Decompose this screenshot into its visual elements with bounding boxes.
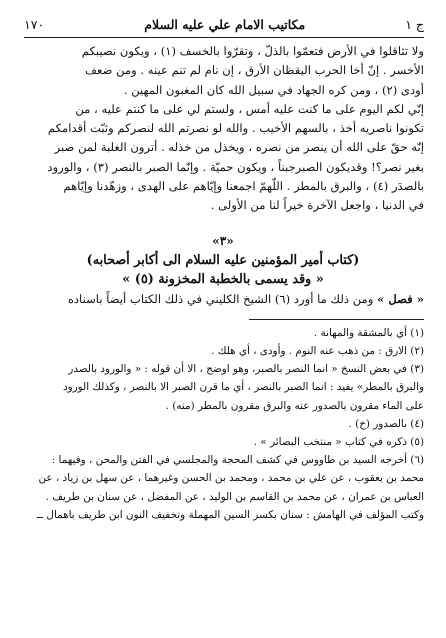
footnotes <box>22 324 424 524</box>
footnote-line: العباس بن عمران ، عن محمد بن القاسم بن الوليد ، عن المفضل ، عن سنان بن طريف . <box>45 490 424 503</box>
text-line: تكونوا ناصريه أخذ ، بالسهم الأخيب . والله لو نصرتم الله لنصركم وثبّت أقدامكم <box>47 121 424 136</box>
footnote-line: على الماء مقرون بالصدور عنه والبرق مقرون بالمطر (منه) . <box>165 399 424 412</box>
main-text <box>22 42 424 524</box>
footnote-line: والبرق بالمطر» يفيد : انما الصبر بالنصر ، أي ما قرن الصبر الا بالنصر ، وكذلك الورود <box>63 381 424 394</box>
footnote-divider <box>249 319 424 320</box>
text-line: الأخسر . إنّ أخا الحرب اليقظان الأرق ، إن نام لم تنم عينه . ومن ضعف <box>84 63 424 78</box>
text-line: بالصدَر (٤) ، والبرق بالمطر . اللّهمّ اجمعنا وإيّاهم على الهدى ، وزهّدنا وإيّاهم <box>63 179 424 194</box>
section-heading-block <box>22 232 424 290</box>
book-title: مكاتيب الامام علي عليه السلام <box>144 16 306 32</box>
text-line: إنّه حقّ على الله أن ينصر من نصره ، ويخذل من خذله . أترون الغلبة لمن صبر <box>54 140 424 155</box>
volume-label: ج ١ <box>405 16 424 32</box>
footnote-line: (٦) أخرجه السيد بن طاووس في كشف المحجة والمجلسي في الفتن والمحن ، وفيهما : <box>51 454 424 467</box>
footnote-line: (١) أي بالمشقة والمهانة . <box>313 326 424 339</box>
fasl-line <box>22 290 424 309</box>
section-heading: (كتاب أمير المؤمنين عليه السلام الى أكابر أصحابه) <box>86 252 360 268</box>
text-line: في الدنيا ، واجعل الآخرة خيراً لنا من الأولى . <box>210 198 424 213</box>
section-number: «٣» <box>212 233 234 248</box>
footnote-line: محمد بن يعقوب ، عن علي بن محمد ، ومحمد بن الحسن وغيرهما ، عن سهل بن زياد ، عن <box>38 472 424 485</box>
footnote-line: (٢) الارق : من ذهب عنه النوم . وأودى ، أي هلك . <box>211 345 424 358</box>
text-line: بغير نصر؟! وقديكون الصبرجبناً ، ويكون حميّة . وإنّما الصبر بالنصر (٣) ، والورود <box>47 159 424 174</box>
footnote-line: (٥) ذكره في كتاب « منتخب البصائر » . <box>253 436 424 449</box>
section-subheading: « وقد يسمى بالخطبة المخزونة (٥) » <box>122 272 324 288</box>
page-header <box>24 14 424 38</box>
footnote-line: وكتب المؤلف في الهامش : سنان بكسر السين المهملة وتخفيف النون ابن طريف باهمال ــ <box>37 508 424 521</box>
text-line: أودى (٢) ، ومن كره الجهاد في سبيل الله كان المغبون المهين . <box>123 82 424 97</box>
footnote-line: (٣) في بعض النسخ « انما النصر بالصبر، وهو اوضح ، الا أن قوله : « والورود بالصدر <box>68 363 424 376</box>
fasl-label: « فصل » <box>377 291 424 306</box>
text-line: ولا تثاقلوا في الأرض فتعمّوا بالذلّ ، وتقرّوا بالخسف (١) ، ويكون نصيبكم <box>81 44 424 58</box>
text-line: إنّي لكم اليوم على ما كنت عليه أمس ، ولستم لي على ما كنتم عليه ، من <box>75 101 424 116</box>
footnote-line: (٤) بالصدور (خ) . <box>348 417 424 430</box>
fasl-text: ومن ذلك ما أورد (٦) الشيخ الكليني في ذلك الكتاب أيضاً باسناده <box>67 291 374 306</box>
page-number: ١٧٠ <box>24 16 45 32</box>
